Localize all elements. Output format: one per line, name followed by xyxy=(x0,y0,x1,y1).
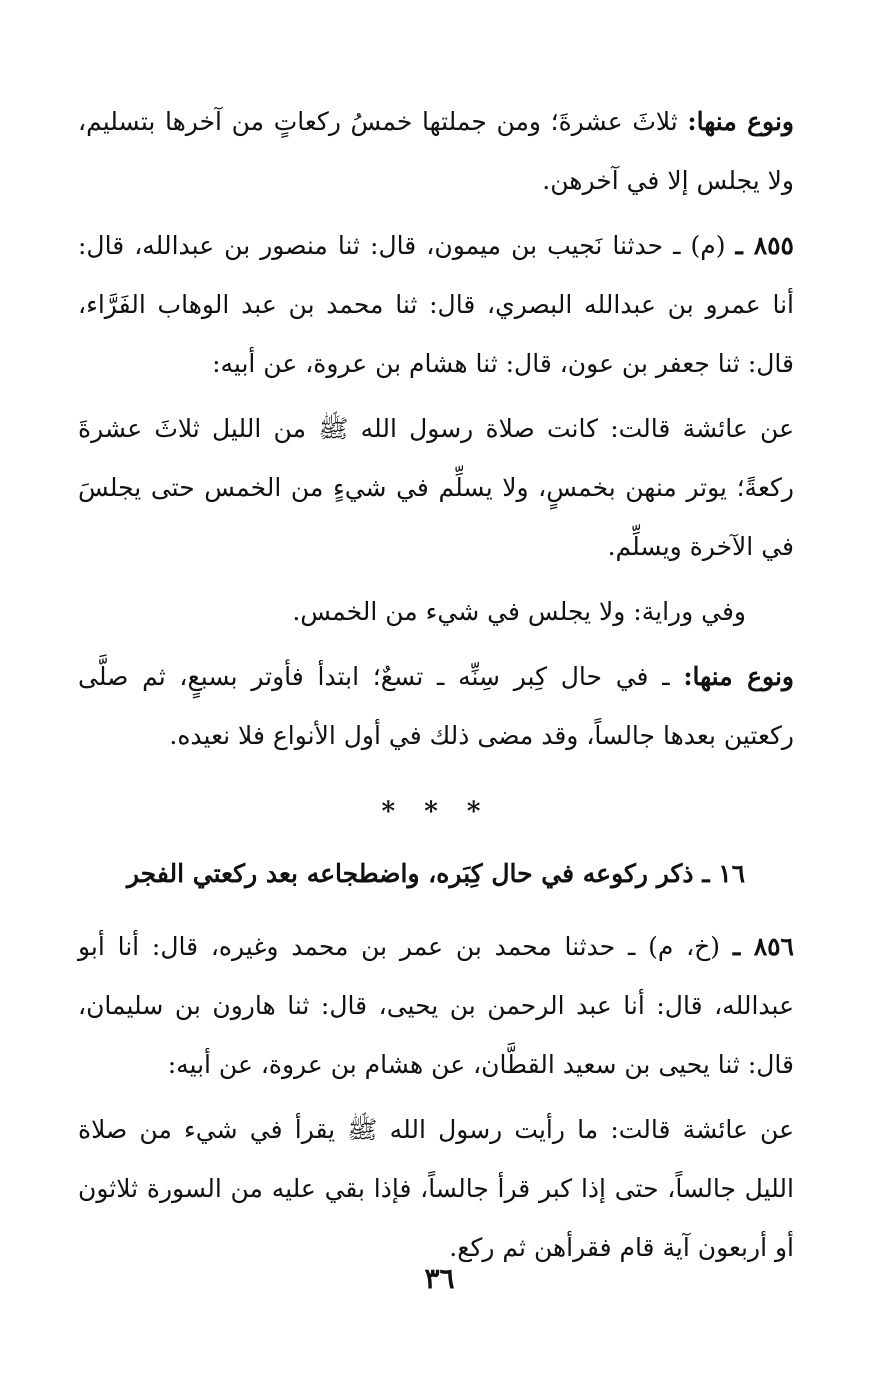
section-heading: ١٦ ـ ذكر ركوعه في حال كِبَره، واضطجاعه بعد ركعتي الفجر xyxy=(126,859,746,888)
hadith-856-matn: عن عائشة قالت: ما رأيت رسول الله ﷺ يقرأ في شيء من صلاة الليل جالساً، حتى إذا كبر قرأ جالساً، فإذا بقي عليه من السورة ثلاثون أو أربعون آية قام فقرأهن ثم ركع. xyxy=(78,1115,794,1262)
type-text: ـ في حال كِبر سِنِّه ـ تسعٌ؛ ابتدأ فأوتر بسبعٍ، ثم صلَّى ركعتين بعدها جالساً، وقد مضى ذلك في أول الأنواع فلا نعيده. xyxy=(78,662,794,750)
type-lead: ونوع منها: xyxy=(683,662,794,691)
hadith-855-matn: عن عائشة قالت: كانت صلاة رسول الله ﷺ من الليل ثلاثَ عشرةَ ركعةً؛ يوتر منهن بخمسٍ، ولا يسلِّم في شيءٍ من الخمس حتى يجلسَ في الآخرة ويسلِّم. xyxy=(78,414,794,561)
type-text: ثلاثَ عشرةَ؛ ومن جملتها خمسُ ركعاتٍ من آخرها بتسليم، ولا يجلس إلا في آخرهن. xyxy=(78,107,794,195)
hadith-856-isnad xyxy=(78,917,794,1094)
section-separator: * * * xyxy=(381,797,491,827)
page-body xyxy=(78,92,794,1283)
page-number: ٣٦ xyxy=(424,1262,455,1295)
type-lead: ونوع منها: xyxy=(687,107,794,136)
hadith-number: ٨٥٥ ـ xyxy=(735,231,794,260)
isnad-text: (خ، م) ـ حدثنا محمد بن عمر بن محمد وغيره، قال: أنا أبو عبدالله، قال: أنا عبد الرحمن بن يحيى، قال: ثنا هارون بن سليمان، قال: ثنا يحيى بن سعيد القطَّان، عن هشام بن عروة، عن أبيه: xyxy=(78,932,794,1079)
hadith-855-isnad xyxy=(78,216,794,393)
hadith-number: ٨٥٦ ـ xyxy=(732,932,794,961)
paragraph-type-thirteen xyxy=(78,92,794,210)
hadith-855-riwaya: وفي وراية: ولا يجلس في شيء من الخمس. xyxy=(292,597,746,626)
isnad-text: (م) ـ حدثنا نَجيب بن ميمون، قال: ثنا منصور بن عبدالله، قال: أنا عمرو بن عبدالله البصري، قال: ثنا محمد بن عبد الوهاب الفَرَّاء، قال: ثنا جعفر بن عون، قال: ثنا هشام بن عروة، عن أبيه: xyxy=(78,231,794,378)
paragraph-type-nine xyxy=(78,647,794,765)
